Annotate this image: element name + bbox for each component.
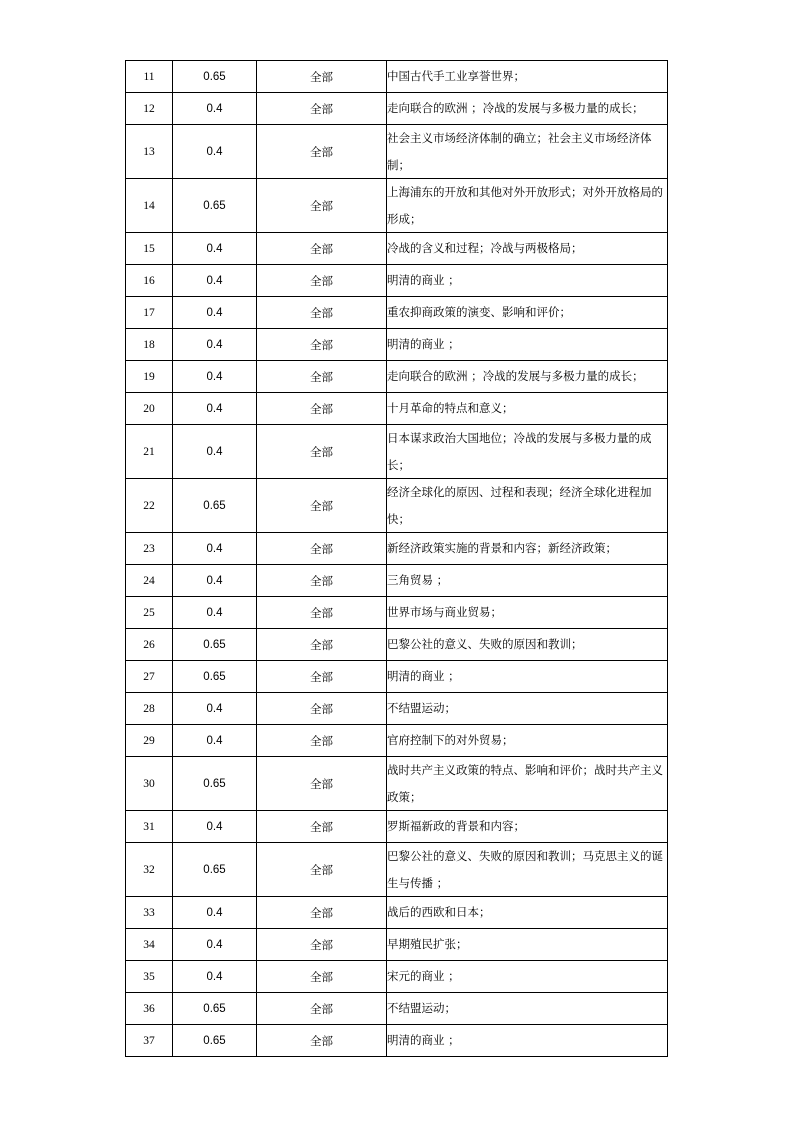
knowledge-point-cell: 中国古代手工业享誉世界； [387,61,668,93]
question-number-cell: 16 [126,265,173,297]
table-row [126,565,668,597]
question-number-cell: 35 [126,961,173,993]
score-cell: 0.65 [173,1025,257,1057]
scope-cell: 全部 [257,125,387,179]
knowledge-point-cell: 官府控制下的对外贸易； [387,725,668,757]
score-cell: 0.4 [173,297,257,329]
scope-cell: 全部 [257,597,387,629]
question-number-cell: 31 [126,811,173,843]
knowledge-point-cell: 冷战的含义和过程；冷战与两极格局； [387,233,668,265]
scope-cell: 全部 [257,233,387,265]
scope-cell: 全部 [257,757,387,811]
question-number-cell: 13 [126,125,173,179]
score-cell: 0.65 [173,61,257,93]
knowledge-point-cell: 明清的商业 ； [387,1025,668,1057]
score-cell: 0.4 [173,897,257,929]
knowledge-point-cell: 战时共产主义政策的特点、影响和评价；战时共产主义政策； [387,757,668,811]
knowledge-point-cell: 不结盟运动； [387,993,668,1025]
score-cell: 0.65 [173,179,257,233]
knowledge-point-cell: 宋元的商业 ； [387,961,668,993]
question-number-cell: 30 [126,757,173,811]
score-cell: 0.4 [173,125,257,179]
table-row [126,233,668,265]
table-row [126,393,668,425]
score-cell: 0.4 [173,961,257,993]
table-row [126,693,668,725]
question-number-cell: 37 [126,1025,173,1057]
knowledge-point-table [125,60,668,1057]
knowledge-point-cell: 新经济政策实施的背景和内容；新经济政策； [387,533,668,565]
scope-cell: 全部 [257,93,387,125]
table-row [126,265,668,297]
scope-cell: 全部 [257,61,387,93]
knowledge-point-cell: 巴黎公社的意义、失败的原因和教训； [387,629,668,661]
question-number-cell: 15 [126,233,173,265]
knowledge-point-cell: 世界市场与商业贸易； [387,597,668,629]
knowledge-point-cell: 巴黎公社的意义、失败的原因和教训；马克思主义的诞生与传播 ； [387,843,668,897]
score-cell: 0.4 [173,265,257,297]
question-number-cell: 11 [126,61,173,93]
scope-cell: 全部 [257,179,387,233]
score-cell: 0.4 [173,929,257,961]
scope-cell: 全部 [257,425,387,479]
question-number-cell: 25 [126,597,173,629]
scope-cell: 全部 [257,393,387,425]
table-row [126,597,668,629]
scope-cell: 全部 [257,265,387,297]
scope-cell: 全部 [257,897,387,929]
question-number-cell: 23 [126,533,173,565]
score-cell: 0.4 [173,233,257,265]
question-number-cell: 28 [126,693,173,725]
score-cell: 0.65 [173,629,257,661]
knowledge-point-cell: 上海浦东的开放和其他对外开放形式；对外开放格局的形成； [387,179,668,233]
knowledge-point-cell: 三角贸易 ； [387,565,668,597]
score-cell: 0.4 [173,565,257,597]
question-number-cell: 19 [126,361,173,393]
table-row [126,533,668,565]
scope-cell: 全部 [257,533,387,565]
scope-cell: 全部 [257,661,387,693]
table-row [126,125,668,179]
table-row [126,993,668,1025]
question-number-cell: 20 [126,393,173,425]
knowledge-point-cell: 十月革命的特点和意义； [387,393,668,425]
scope-cell: 全部 [257,725,387,757]
knowledge-point-cell: 明清的商业 ； [387,329,668,361]
knowledge-point-cell: 明清的商业 ； [387,661,668,693]
question-number-cell: 14 [126,179,173,233]
scope-cell: 全部 [257,297,387,329]
table-row [126,329,668,361]
knowledge-point-cell: 不结盟运动； [387,693,668,725]
question-number-cell: 26 [126,629,173,661]
table-row [126,361,668,393]
table-row [126,961,668,993]
knowledge-point-cell: 重农抑商政策的演变、影响和评价； [387,297,668,329]
question-number-cell: 32 [126,843,173,897]
scope-cell: 全部 [257,843,387,897]
knowledge-point-cell: 社会主义市场经济体制的确立；社会主义市场经济体制； [387,125,668,179]
question-number-cell: 17 [126,297,173,329]
table-row [126,93,668,125]
question-number-cell: 29 [126,725,173,757]
scope-cell: 全部 [257,993,387,1025]
score-cell: 0.65 [173,843,257,897]
table-row [126,61,668,93]
knowledge-point-cell: 明清的商业 ； [387,265,668,297]
table-row [126,179,668,233]
question-number-cell: 21 [126,425,173,479]
table-row [126,297,668,329]
score-cell: 0.65 [173,993,257,1025]
scope-cell: 全部 [257,629,387,661]
question-number-cell: 36 [126,993,173,1025]
question-number-cell: 33 [126,897,173,929]
table-row [126,897,668,929]
table-row [126,757,668,811]
score-cell: 0.65 [173,661,257,693]
scope-cell: 全部 [257,565,387,597]
knowledge-point-cell: 罗斯福新政的背景和内容； [387,811,668,843]
question-number-cell: 18 [126,329,173,361]
score-cell: 0.4 [173,597,257,629]
question-number-cell: 12 [126,93,173,125]
question-number-cell: 24 [126,565,173,597]
score-cell: 0.4 [173,693,257,725]
question-number-cell: 34 [126,929,173,961]
table-row [126,661,668,693]
table-row [126,479,668,533]
score-cell: 0.65 [173,479,257,533]
score-cell: 0.4 [173,533,257,565]
table-row [126,843,668,897]
knowledge-point-cell: 战后的西欧和日本； [387,897,668,929]
table-row [126,811,668,843]
scope-cell: 全部 [257,961,387,993]
question-number-cell: 27 [126,661,173,693]
knowledge-point-cell: 早期殖民扩张； [387,929,668,961]
score-cell: 0.4 [173,361,257,393]
score-cell: 0.4 [173,93,257,125]
score-cell: 0.4 [173,329,257,361]
knowledge-point-cell: 日本谋求政治大国地位；冷战的发展与多极力量的成长； [387,425,668,479]
scope-cell: 全部 [257,811,387,843]
table-row [126,425,668,479]
scope-cell: 全部 [257,329,387,361]
scope-cell: 全部 [257,929,387,961]
scope-cell: 全部 [257,361,387,393]
table-row [126,1025,668,1057]
score-cell: 0.65 [173,757,257,811]
knowledge-point-cell: 走向联合的欧洲 ；冷战的发展与多极力量的成长； [387,93,668,125]
table-row [126,929,668,961]
question-number-cell: 22 [126,479,173,533]
knowledge-point-cell: 经济全球化的原因、过程和表现；经济全球化进程加快； [387,479,668,533]
knowledge-point-cell: 走向联合的欧洲 ；冷战的发展与多极力量的成长； [387,361,668,393]
score-cell: 0.4 [173,393,257,425]
score-cell: 0.4 [173,811,257,843]
score-cell: 0.4 [173,725,257,757]
scope-cell: 全部 [257,1025,387,1057]
table-row [126,629,668,661]
scope-cell: 全部 [257,479,387,533]
table-body [126,61,668,1057]
score-cell: 0.4 [173,425,257,479]
table-row [126,725,668,757]
scope-cell: 全部 [257,693,387,725]
